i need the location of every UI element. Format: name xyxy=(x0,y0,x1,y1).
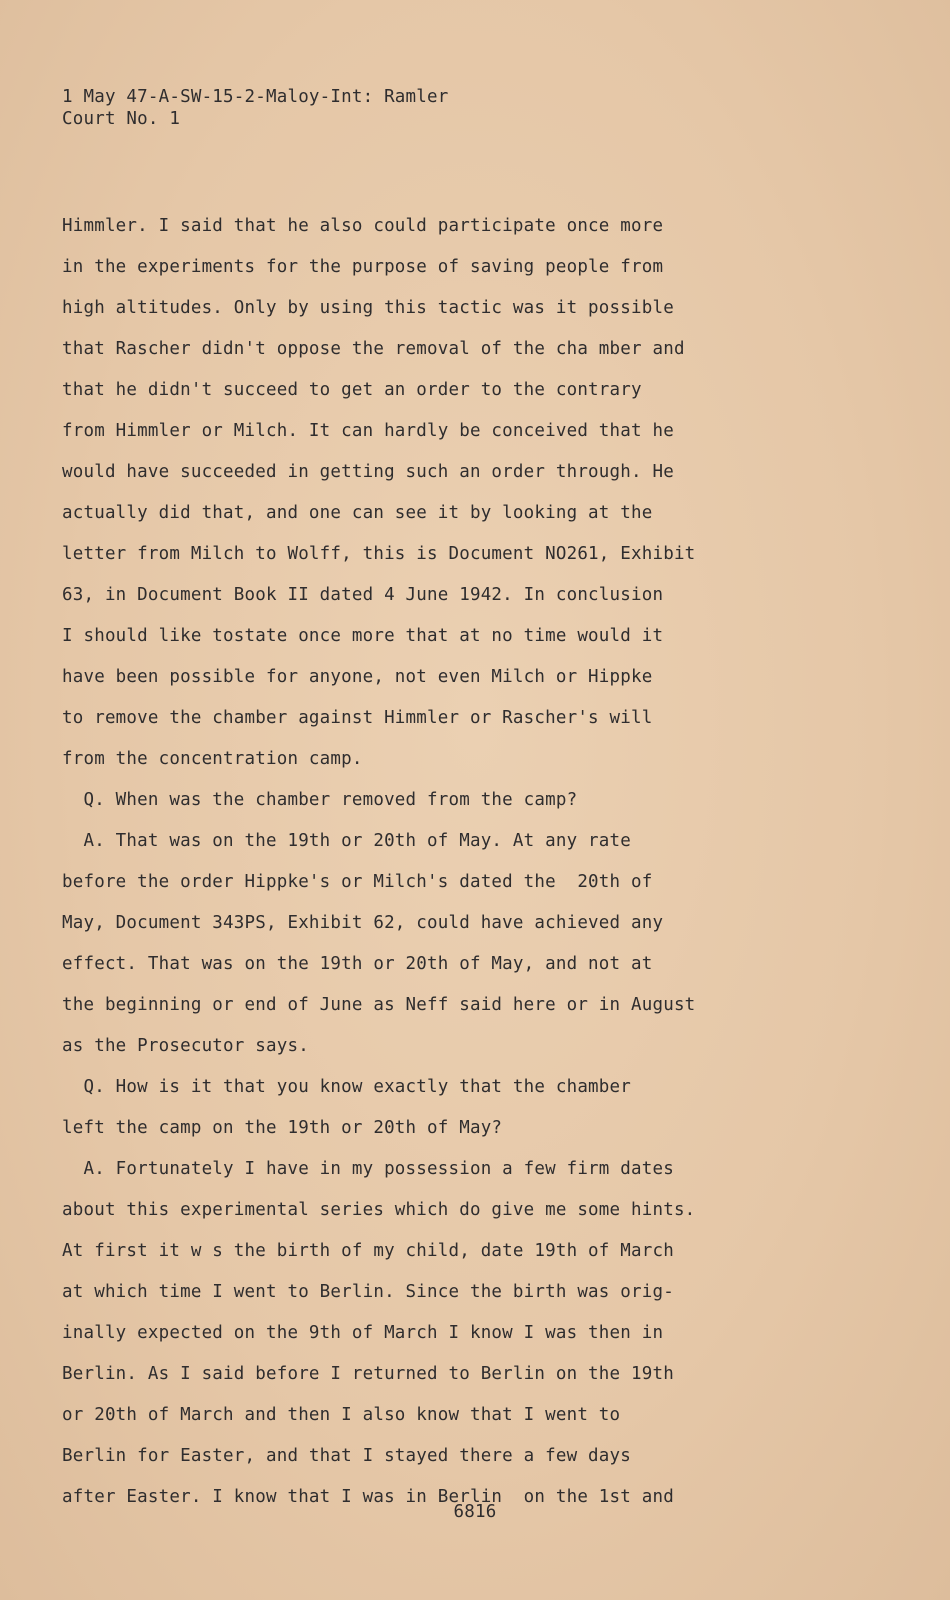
transcript-line: A. Fortunately I have in my possession a few firm dates xyxy=(62,1159,674,1179)
transcript-line: Q. How is it that you know exactly that the chamber xyxy=(62,1077,632,1097)
transcript-line: about this experimental series which do give me some hints. xyxy=(62,1200,696,1220)
transcript-line: Himmler. I said that he also could participate once more xyxy=(62,216,664,236)
transcript-line: 63, in Document Book II dated 4 June 1942. In conclusion xyxy=(62,585,664,605)
transcript-line: left the camp on the 19th or 20th of May? xyxy=(62,1118,503,1138)
transcript-line: May, Document 343PS, Exhibit 62, could have achieved any xyxy=(62,913,664,933)
transcript-line: or 20th of March and then I also know that I went to xyxy=(62,1405,621,1425)
document-header xyxy=(62,86,449,130)
transcript-line: Q. When was the chamber removed from the camp? xyxy=(62,790,578,810)
header-court-line: Court No. 1 xyxy=(62,109,181,129)
transcript-line: effect. That was on the 19th or 20th of May, and not at xyxy=(62,954,653,974)
transcript-line: at which time I went to Berlin. Since the birth was orig- xyxy=(62,1282,674,1302)
transcript-line: from the concentration camp. xyxy=(62,749,363,769)
transcript-line: after Easter. I know that I was in Berlin on the 1st and xyxy=(62,1487,674,1507)
transcript-line: as the Prosecutor says. xyxy=(62,1036,309,1056)
transcript-line: I should like tostate once more that at no time would it xyxy=(62,626,664,646)
transcript-line: A. That was on the 19th or 20th of May. At any rate xyxy=(62,831,632,851)
transcript-line: high altitudes. Only by using this tactic was it possible xyxy=(62,298,674,318)
transcript-line: the beginning or end of June as Neff said here or in August xyxy=(62,995,696,1015)
transcript-line: inally expected on the 9th of March I know I was then in xyxy=(62,1323,664,1343)
transcript-line: from Himmler or Milch. It can hardly be conceived that he xyxy=(62,421,674,441)
transcript-line: At first it w s the birth of my child, date 19th of March xyxy=(62,1241,674,1261)
transcript-line: letter from Milch to Wolff, this is Document NO261, Exhibit xyxy=(62,544,696,564)
transcript-line: would have succeeded in getting such an order through. He xyxy=(62,462,674,482)
transcript-line: in the experiments for the purpose of saving people from xyxy=(62,257,664,277)
transcript-line: Berlin for Easter, and that I stayed there a few days xyxy=(62,1446,632,1466)
page-number: 6816 xyxy=(453,1502,497,1522)
transcript-body xyxy=(62,206,892,1518)
transcript-line: before the order Hippke's or Milch's dated the 20th of xyxy=(62,872,653,892)
transcript-line: have been possible for anyone, not even Milch or Hippke xyxy=(62,667,653,687)
transcript-line: to remove the chamber against Himmler or Rascher's will xyxy=(62,708,653,728)
transcript-line: that he didn't succeed to get an order to the contrary xyxy=(62,380,642,400)
transcript-line: that Rascher didn't oppose the removal of the cha mber and xyxy=(62,339,685,359)
transcript-line: actually did that, and one can see it by looking at the xyxy=(62,503,653,523)
transcript-line: Berlin. As I said before I returned to Berlin on the 19th xyxy=(62,1364,674,1384)
header-reference-line: 1 May 47-A-SW-15-2-Maloy-Int: Ramler xyxy=(62,87,449,107)
